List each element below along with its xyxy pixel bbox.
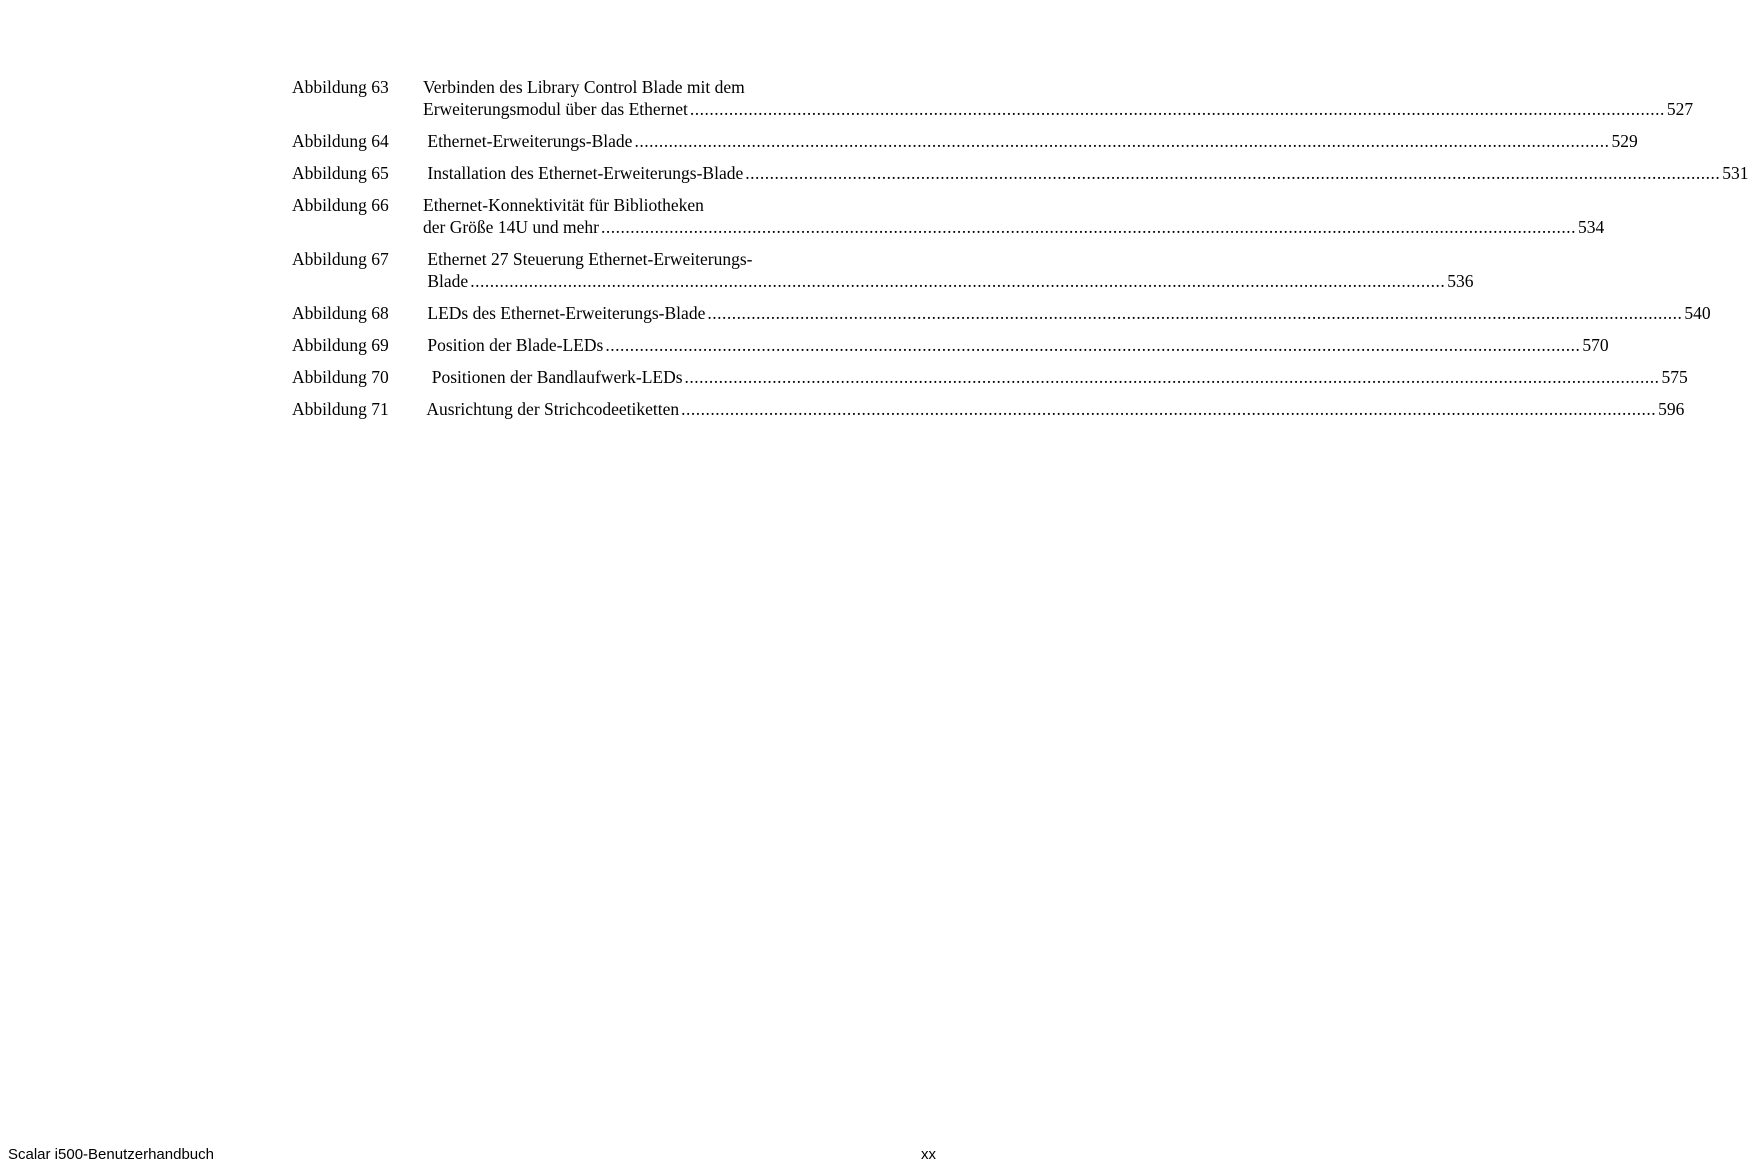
footer-page-number: xx — [921, 1146, 936, 1163]
figure-label: Abbildung 67 — [292, 249, 389, 269]
entry-title: LEDs des Ethernet-Erweiterungs-Blade — [423, 303, 706, 323]
page-number: 596 — [1658, 399, 1685, 419]
figure-label: Abbildung 68 — [292, 303, 389, 323]
page-number: 529 — [1611, 131, 1638, 151]
page-number: 534 — [1577, 217, 1605, 237]
page-number: 531 — [1722, 163, 1749, 183]
toc-entry[interactable] — [292, 302, 1711, 324]
dot-leader — [601, 216, 1576, 238]
dot-leader — [690, 98, 1665, 120]
toc-entry[interactable] — [292, 130, 1638, 152]
footer-document-title: Scalar i500-Benutzerhandbuch — [8, 1146, 214, 1163]
dot-leader — [634, 130, 1609, 152]
dot-leader — [745, 162, 1720, 184]
entry-title: Position der Blade-LEDs — [423, 335, 604, 355]
entry-title: Positionen der Bandlaufwerk-LEDs — [423, 367, 683, 387]
dot-leader — [605, 334, 1580, 356]
entry-title-line-1: Ethernet-Konnektivität für Bibliotheken — [423, 195, 704, 215]
dot-leader — [685, 366, 1660, 388]
page-number: 540 — [1684, 303, 1711, 323]
entry-title: Ausrichtung der Strichcodeetiketten — [423, 399, 680, 419]
page-number: 575 — [1661, 367, 1688, 387]
entry-title: Ethernet-Erweiterungs-Blade — [423, 131, 633, 151]
entry-title: Erweiterungsmodul über das Ethernet — [423, 99, 688, 119]
toc-entry[interactable] — [292, 366, 1688, 388]
toc-entry[interactable] — [292, 334, 1609, 356]
list-of-figures — [292, 76, 1749, 430]
figure-label: Abbildung 63 — [292, 77, 389, 97]
entry-title-line-1: Ethernet 27 Steuerung Ethernet-Erweiterungs- — [423, 249, 753, 269]
entry-title: Installation des Ethernet-Erweiterungs-Blade — [423, 163, 744, 183]
entry-title: Blade — [423, 271, 469, 291]
entry-title-line-1: Verbinden des Library Control Blade mit dem — [423, 77, 745, 97]
dot-leader — [470, 270, 1445, 292]
figure-label: Abbildung 66 — [292, 195, 389, 215]
figure-label: Abbildung 70 — [292, 367, 389, 387]
toc-entry[interactable] — [292, 398, 1685, 420]
figure-label: Abbildung 71 — [292, 399, 389, 419]
figure-label: Abbildung 65 — [292, 163, 389, 183]
dot-leader — [707, 302, 1682, 324]
page-number: 570 — [1582, 335, 1609, 355]
toc-entry[interactable] — [292, 194, 1605, 238]
toc-entry[interactable] — [292, 76, 1694, 120]
entry-title: der Größe 14U und mehr — [423, 217, 599, 237]
toc-entry[interactable] — [292, 162, 1749, 184]
page-number: 527 — [1666, 99, 1694, 119]
figure-label: Abbildung 64 — [292, 131, 389, 151]
dot-leader — [681, 398, 1656, 420]
toc-entry[interactable] — [292, 248, 1474, 292]
figure-label: Abbildung 69 — [292, 335, 389, 355]
page-number: 536 — [1447, 271, 1474, 291]
